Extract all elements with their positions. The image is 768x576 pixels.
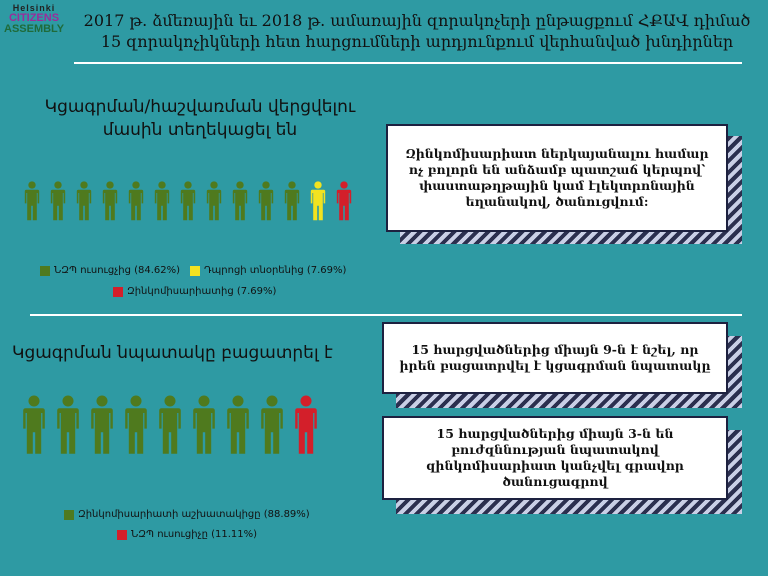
- section2-legend-item-2: [117, 528, 257, 542]
- person-icon: [260, 392, 284, 458]
- person-icon: [310, 176, 326, 226]
- person-icon: [258, 176, 274, 226]
- person-icon: [22, 392, 46, 458]
- section2-heading: Կցագրման նպատակը բացատրել է: [12, 343, 333, 363]
- legend-swatch: [64, 510, 74, 520]
- person-icon: [154, 176, 170, 226]
- page-title: 2017 թ. ձմեռային եւ 2018 թ. ամառային զորակոչերի ընթացքում ՀՔԱՎ դիմած 15 զորակոչիկների հետ հարցումների արդյունքում վերհանված խնդիրներ: [83, 11, 751, 51]
- person-icon: [192, 392, 216, 458]
- legend-swatch: [40, 266, 50, 276]
- section1-card-text: Զինկոմիսարիատ ներկայանալու համար ոչ բոլորն են անձամբ պատշաճ կերպով՝ փաստաթղթային կամ էլեկտրոնային եղանակով, ծանուցվում:: [386, 124, 728, 232]
- person-icon: [50, 176, 66, 226]
- section1-legend-item-2: [190, 264, 346, 278]
- logo: [4, 4, 64, 66]
- person-icon: [76, 176, 92, 226]
- section2-figures: [22, 392, 318, 458]
- person-icon: [180, 176, 196, 226]
- section2-card-2-text: 15 հարցվածներից միայն 3-ն են բուժզննության նպատակով զինկոմիսարիատ կանչվել գրավոր ծանուցագրով: [382, 416, 728, 500]
- section1-heading: Կցագրման/հաշվառման վերցվելու մասին տեղեկացել են: [44, 97, 356, 140]
- divider-middle: [30, 314, 742, 316]
- person-icon: [206, 176, 222, 226]
- person-icon: [24, 176, 40, 226]
- person-icon: [294, 392, 318, 458]
- person-icon: [336, 176, 352, 226]
- person-icon: [124, 392, 148, 458]
- person-icon: [226, 392, 250, 458]
- person-icon: [232, 176, 248, 226]
- person-icon: [102, 176, 118, 226]
- section2-card-1-text: 15 հարցվածներից միայն 9-ն է նշել, որ իրեն բացատրվել է կցագրման նպատակը: [382, 322, 728, 394]
- logo-line-2: CITIZENS: [8, 12, 60, 24]
- logo-line-3: ASSEMBLY: [4, 23, 65, 35]
- person-icon: [158, 392, 182, 458]
- person-icon: [90, 392, 114, 458]
- legend-swatch: [117, 530, 127, 540]
- legend-label: Զինկոմիսարիատի աշխատակիցը (88.89%): [78, 509, 310, 520]
- legend-label: Զինկոմիսարիատից (7.69%): [127, 286, 277, 297]
- legend-label: ՆԶՊ ուսուցչից (84.62%): [54, 265, 181, 276]
- legend-swatch: [190, 266, 200, 276]
- divider-top: [74, 62, 742, 64]
- legend-label: ՆԶՊ ուսուցիչը (11.11%): [131, 529, 258, 540]
- section2-legend-item-1: [64, 508, 310, 522]
- person-icon: [128, 176, 144, 226]
- logo-line-1: Helsinki: [12, 3, 56, 13]
- legend-swatch: [113, 287, 123, 297]
- section1-figures: [24, 176, 352, 226]
- person-icon: [56, 392, 80, 458]
- section1-legend-item-3: [113, 285, 276, 299]
- legend-label: Դպրոցի տնօրենից (7.69%): [204, 265, 347, 276]
- section1-legend-item-1: [40, 264, 180, 278]
- person-icon: [284, 176, 300, 226]
